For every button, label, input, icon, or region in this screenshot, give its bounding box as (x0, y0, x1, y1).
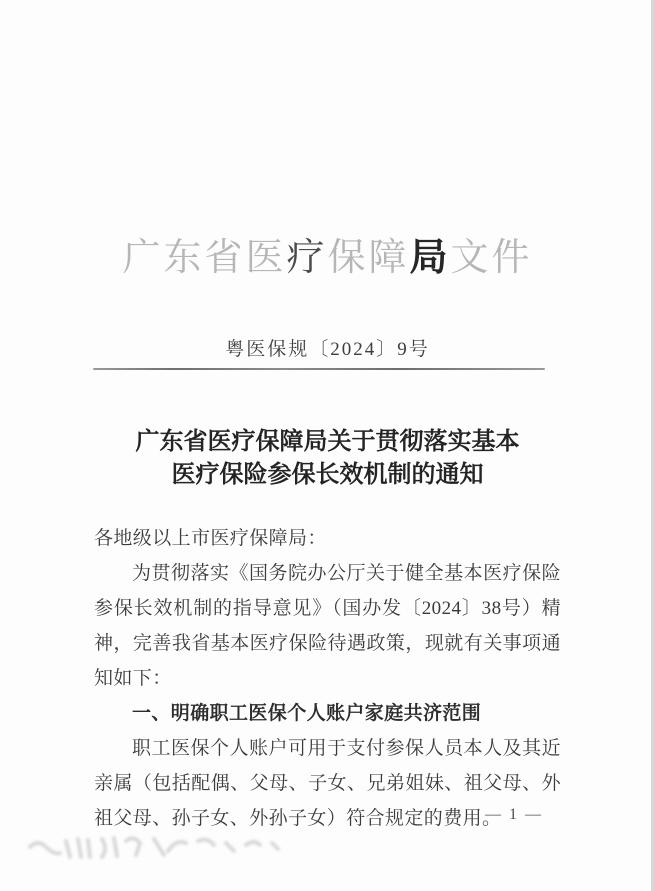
document-body (94, 521, 561, 836)
letterhead-segment: 文件 (450, 237, 533, 279)
document-title-line-1: 广东省医疗保障局关于贯彻落实基本 (135, 429, 520, 455)
section-heading: 一、明确职工医保个人账户家庭共济范围 (132, 703, 482, 724)
document-reference-number: 粤医保规〔2024〕9号 (225, 339, 430, 360)
scan-edge-strip (651, 0, 655, 891)
agency-letterhead (0, 226, 655, 281)
body-paragraph: 为贯彻落实《国务院办公厅关于健全基本医疗保险参保长效机制的指导意见》（国办发〔2024〕38号）精神，完善我省基本医疗保险待遇政策，现就有关事项通知如下： (94, 563, 561, 689)
letterhead-segment: 疗 (286, 237, 328, 279)
page-number: — 1 — (485, 806, 543, 823)
header-divider-line (93, 368, 545, 370)
document-title-line-2: 医疗保险参保长效机制的通知 (171, 462, 484, 488)
letterhead-segment: 局 (409, 237, 451, 279)
letterhead-segment: 保障 (327, 237, 410, 279)
body-paragraph: 职工医保个人账户可用于支付参保人员本人及其近亲属（包括配偶、父母、子女、兄弟姐妹、祖父母、外祖父母、孙子女、外孙子女）符合规定的费用。 (94, 738, 561, 829)
letterhead-segment: 广东省医 (122, 237, 287, 279)
scan-artifact-smudge (22, 833, 312, 867)
salutation-line: 各地级以上市医疗保障局： (94, 528, 327, 549)
document-title (0, 426, 655, 492)
